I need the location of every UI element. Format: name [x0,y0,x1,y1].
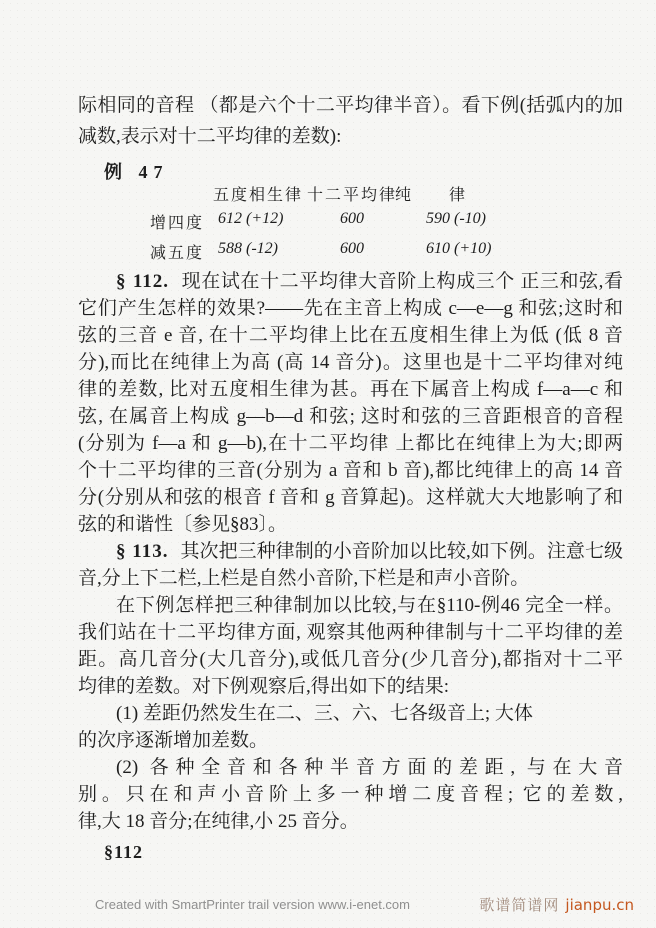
text-line: 的次序逐渐增加差数。 [78,730,269,751]
text-line: 弦的三音 e 音, 在十二平均律上比在五度相生律上为低 (低 8 音 [78,325,623,346]
page-text-block [78,90,623,863]
page-number: §112 [104,842,144,862]
text-line: 减数,表示对十二平均律的差数): [78,126,342,147]
table-header-row [78,182,623,204]
intro-paragraph [78,90,623,152]
text-line: 分(分别从和弦的根音 f 音和 g 音算起)。这样就大大地影响了和 [78,487,623,508]
site-name: 歌谱简谱网 [479,896,560,914]
column-header-just-intonation: 纯 律 [395,187,468,204]
printer-watermark: Created with SmartPrinter trail version www.i-enet.com [95,897,410,912]
text-line: (2) 各种全音和各种半音方面的差距, 与在大音 [116,757,623,778]
table-cell: 588 (-12) [218,240,278,257]
text-line: 律的差数, 比对五度相生律为甚。再在下属音上构成 f—a—c 和 [78,379,623,400]
text-line: (分别为 f—a 和 g—b),在十二平均律 上都比在纯律上为大;即两 [78,433,623,454]
table-cell: 600 [340,210,364,227]
example-47-table [78,158,623,264]
text-line: 律,大 18 音分;在纯律,小 25 音分。 [78,811,359,832]
row-label: 减五度 [150,245,205,262]
text-line: (1) 差距仍然发生在二、三、六、七各级音上; 大体 [116,703,533,724]
table-cell: 590 (-10) [426,210,486,227]
section-113-paragraph [78,538,623,592]
column-header-pythagorean: 五度相生律 [213,187,304,204]
example-label: 例 47 [104,162,169,182]
text-line: 音,分上下二栏,上栏是自然小音阶,下栏是和声小音阶。 [78,568,530,589]
table-cell: 610 (+10) [426,240,492,257]
text-line: 分),而比在纯律上为高 (高 14 音分)。这里也是十二平均律对纯 [78,352,623,373]
text-line [78,538,623,565]
table-cell: 612 (+12) [218,210,284,227]
section-113-marker: § 113. [116,541,169,562]
text-line: 我们站在十二平均律方面, 观察其他两种律制与十二平均律的差 [78,622,623,643]
text-line: 际相同的音程 （都是六个十二平均律半音）。看下例(括弧内的加 [78,95,623,116]
section-113-opening: 其次把三种律制的小音阶加以比较,如下例。注意七级 [180,541,623,562]
text-line: 弦, 在属音上构成 g—b—d 和弦; 这时和弦的三音距根音的音程 [78,406,623,427]
text-line: 它们产生怎样的效果?——先在主音上构成 c—e—g 和弦;这时和 [78,298,623,319]
site-watermark [479,894,634,915]
row-label: 增四度 [150,215,205,232]
section-112-opening: 现在试在十二平均律大音阶上构成三个 正三和弦,看 [181,271,623,292]
result-item-1 [78,700,623,754]
column-header-equal-temperament: 十二平均律 [307,187,398,204]
result-item-2 [78,754,623,835]
text-line: 别。只在和声小音阶上多一种增二度音程; 它的差数, [78,784,623,805]
table-cell: 600 [340,240,364,257]
comparison-paragraph [78,592,623,700]
text-line [78,268,623,295]
table-row [78,204,623,234]
section-112-paragraph [78,268,623,538]
text-line: 距。高几音分(大几音分),或低几音分(少几音分),都指对十二平 [78,649,623,670]
text-line: 弦的和谐性〔参见§83〕。 [78,514,288,535]
site-url: jianpu.cn [565,896,634,914]
table-row [78,234,623,264]
text-line: 在下例怎样把三种律制加以比较,与在§110-例46 完全一样。 [116,595,623,616]
text-line: 均律的差数。对下例观察后,得出如下的结果: [78,676,450,697]
text-line: 个十二平均律的三音(分别为 a 音和 b 音),都比纯律上的高 14 音 [78,460,623,481]
section-112-marker: § 112. [116,271,170,292]
